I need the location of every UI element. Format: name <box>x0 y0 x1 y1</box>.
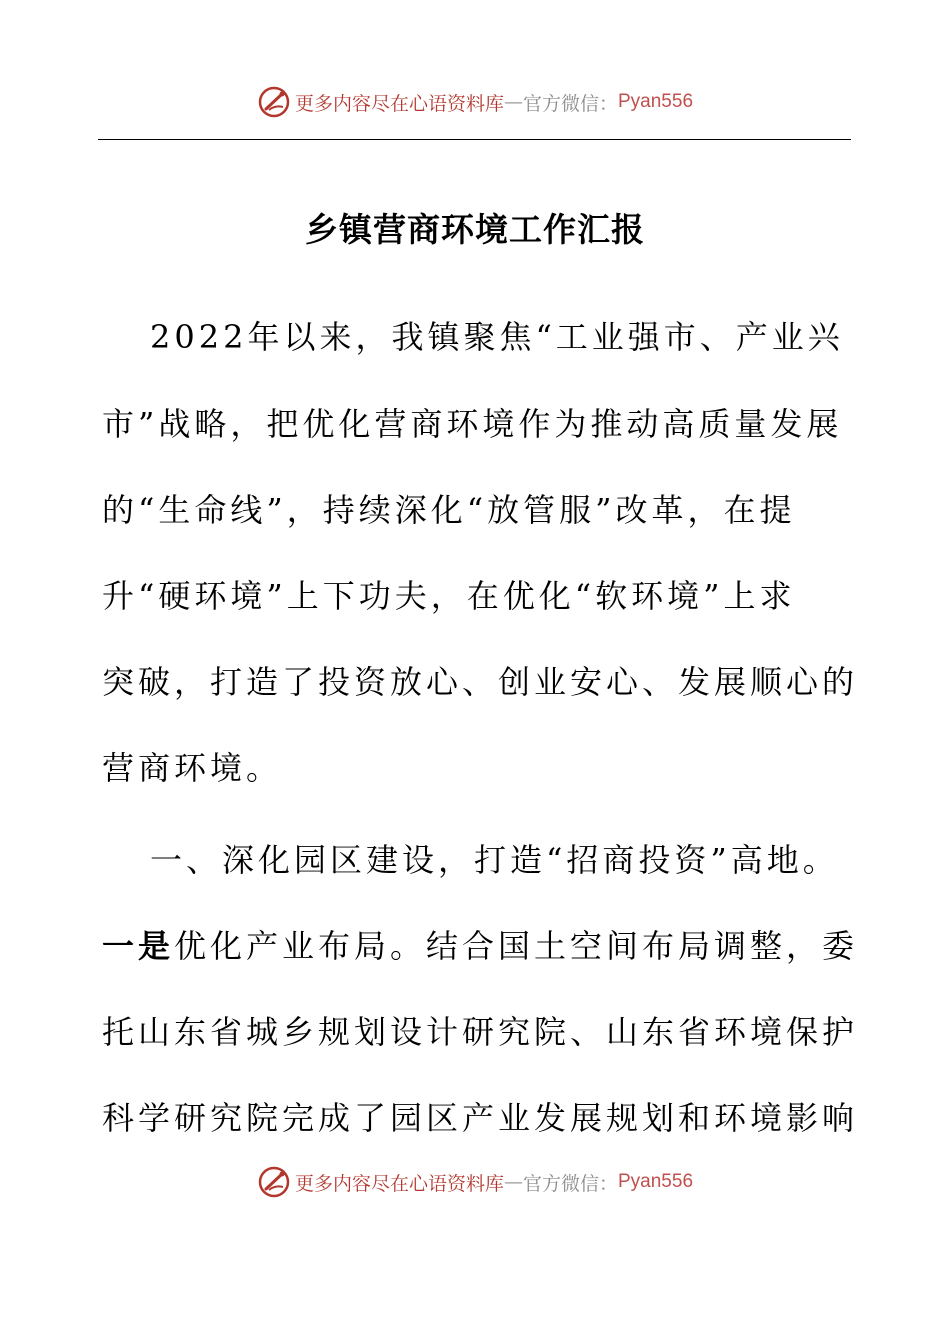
body-line-10: 科学研究院完成了园区产业发展规划和环境影响 <box>102 1099 859 1137</box>
watermark-wechat-id: Pyan556 <box>618 1171 694 1192</box>
watermark-wechat-label: 官方微信： <box>522 92 618 115</box>
body-line-8-text: 优化产业布局。结合国土空间布局调整，委 <box>174 927 859 965</box>
body-line-8 <box>102 918 858 974</box>
body-line-4: 升“硬环境”上下功夫，在优化“软环境”上求 <box>102 577 796 615</box>
watermark-main-text: 更多内容尽在心语资料库 <box>294 1172 504 1195</box>
bold-prefix: 一是 <box>102 927 175 965</box>
body-line-9: 托山东省城乡规划设计研究院、山东省环境保护 <box>102 1013 859 1051</box>
body-line-2: 市”战略，把优化营商环境作为推动高质量发展 <box>102 405 843 443</box>
watermark-wechat-label: 官方微信： <box>522 1172 618 1195</box>
header-divider <box>98 139 851 140</box>
footer-watermark <box>0 1162 950 1202</box>
body-line-3: 的“生命线”，持续深化“放管服”改革，在提 <box>102 491 796 529</box>
document-title: 乡镇营商环境工作汇报 <box>305 210 645 249</box>
watermark-wechat-id: Pyan556 <box>618 91 694 112</box>
body-line-6: 营商环境。 <box>102 749 283 787</box>
header-watermark <box>0 82 950 122</box>
body-line-1 <box>102 309 850 365</box>
pen-seal-icon <box>257 1165 291 1199</box>
section-heading-1: 一、深化园区建设，打造“招商投资”高地。 <box>150 841 839 879</box>
pen-seal-icon <box>257 85 291 119</box>
watermark-dash: — <box>503 1171 523 1193</box>
body-line-5: 突破，打造了投资放心、创业安心、发展顺心的 <box>102 663 859 701</box>
body-line-1-text: 2022年以来，我镇聚焦“工业强市、产业兴 <box>150 318 844 356</box>
watermark-main-text: 更多内容尽在心语资料库 <box>294 92 504 115</box>
watermark-dash: — <box>503 91 523 113</box>
